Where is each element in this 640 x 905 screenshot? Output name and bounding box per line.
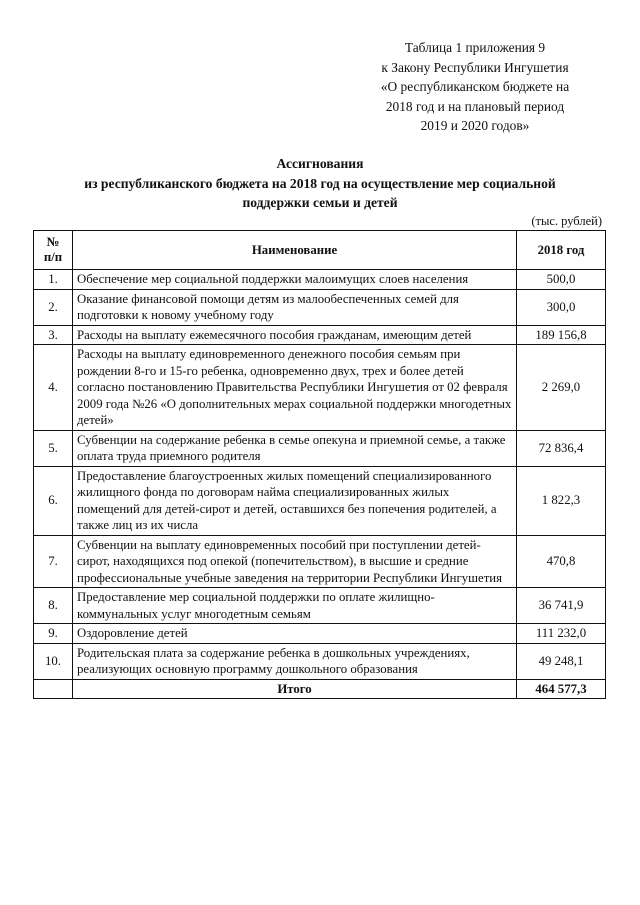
header-number: [34, 231, 73, 270]
appendix-note-line: 2018 год и на плановый период: [385, 98, 565, 114]
appendix-note-line: 2019 и 2020 годов»: [420, 118, 530, 133]
table-row: [34, 270, 606, 290]
row-amount: 111 232,0: [517, 624, 606, 644]
table-row: [34, 535, 606, 588]
table-row: [34, 289, 606, 325]
row-name: Субвенции на выплату единовременных пособий при поступлении детей-сирот, находящихся под опекой (попечительством), в высшие и средние профессиональные учебные заведения на территории Республики Ингушетия: [73, 535, 517, 588]
row-name: Оздоровление детей: [73, 624, 517, 644]
row-number: 7.: [34, 535, 73, 588]
row-name: Субвенции на содержание ребенка в семье опекуна и приемной семье, а также оплата труда приемного родителя: [73, 430, 517, 466]
table-row: [34, 643, 606, 679]
row-name: Родительская плата за содержание ребенка в дошкольных учреждениях, реализующих основную программу дошкольного образования: [73, 643, 517, 679]
row-amount: 49 248,1: [517, 643, 606, 679]
appendix-note-line: «О республиканском бюджете на: [380, 79, 570, 94]
row-number: 8.: [34, 588, 73, 624]
table-row: [34, 345, 606, 431]
row-amount: 470,8: [517, 535, 606, 588]
row-amount: 2 269,0: [517, 345, 606, 431]
row-number: 10.: [34, 643, 73, 679]
row-number: 6.: [34, 466, 73, 535]
row-amount: 1 822,3: [517, 466, 606, 535]
total-row: [34, 679, 606, 699]
row-number: 1.: [34, 270, 73, 290]
row-number: 4.: [34, 345, 73, 431]
row-amount: 300,0: [517, 289, 606, 325]
header-number-line1: №: [46, 235, 60, 249]
table-row: [34, 588, 606, 624]
row-name: Расходы на выплату ежемесячного пособия гражданам, имеющим детей: [73, 325, 517, 345]
row-amount: 72 836,4: [517, 430, 606, 466]
row-number: 2.: [34, 289, 73, 325]
total-amount: 464 577,3: [517, 679, 606, 699]
header-amount: 2018 год: [517, 231, 606, 270]
table-row: [34, 325, 606, 345]
appendix-note-line: к Закону Республики Ингушетия: [381, 59, 569, 75]
allocations-table: [33, 230, 606, 699]
total-number-cell: [34, 679, 73, 699]
units-label: (тыс. рублей): [531, 214, 602, 228]
row-name: Предоставление благоустроенных жилых помещений специализированного жилищного фонда по договорам найма специализированных жилых помещений для детей-сирот и детей, оставшихся без попечения родителей, а также лиц из их числа: [73, 466, 517, 535]
row-amount: 189 156,8: [517, 325, 606, 345]
row-name: Оказание финансовой помощи детям из малообеспеченных семей для подготовки к новому учебному году: [73, 289, 517, 325]
row-name: Расходы на выплату единовременного денежного пособия семьям при рождении 8-го и 15-го ребенка, одновременно двух, трех и более детей согласно постановлению Правительства Республики Ингушетия от 02 февраля 2009 года №26 «О дополнительных мерах социальной поддержки многодетных детей»: [73, 345, 517, 431]
table-row: [34, 466, 606, 535]
row-amount: 36 741,9: [517, 588, 606, 624]
row-name: Обеспечение мер социальной поддержки малоимущих слоев населения: [73, 270, 517, 290]
table-header-row: [34, 231, 606, 270]
table-row: [34, 430, 606, 466]
row-amount: 500,0: [517, 270, 606, 290]
header-name: Наименование: [73, 231, 517, 270]
appendix-note-line: Таблица 1 приложения 9: [404, 40, 546, 55]
row-number: 3.: [34, 325, 73, 345]
document-title: [30, 154, 610, 213]
row-number: 5.: [34, 430, 73, 466]
table-row: [34, 624, 606, 644]
header-number-line2: п/п: [43, 250, 63, 264]
title-line: поддержки семьи и детей: [242, 195, 398, 210]
appendix-note: [355, 38, 595, 136]
row-number: 9.: [34, 624, 73, 644]
row-name: Предоставление мер социальной поддержки по оплате жилищно-коммунальных услуг многодетным семьям: [73, 588, 517, 624]
title-line: Ассигнования: [276, 156, 364, 171]
total-label: Итого: [73, 679, 517, 699]
title-line: из республиканского бюджета на 2018 год на осуществление мер социальной: [84, 175, 556, 191]
